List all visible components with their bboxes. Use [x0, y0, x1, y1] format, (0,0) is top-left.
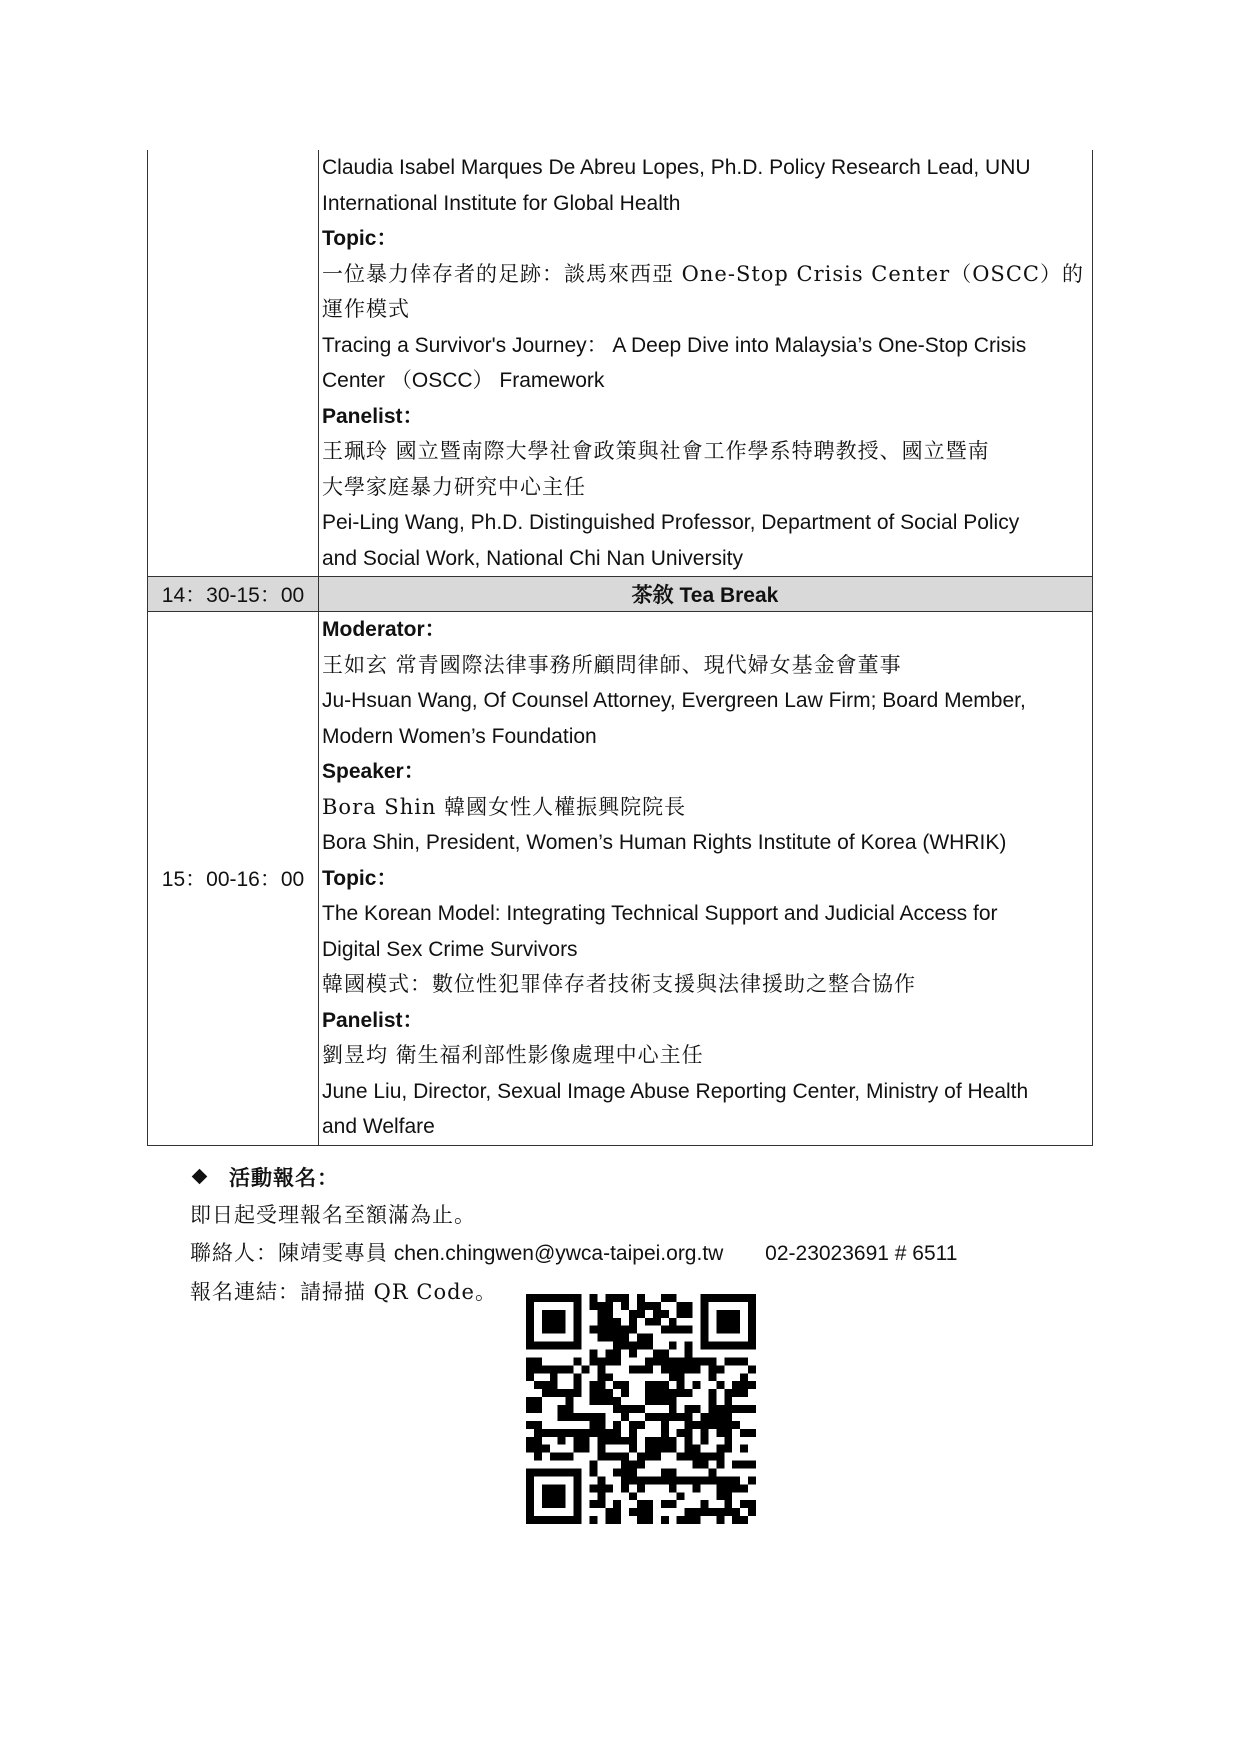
- content-line: June Liu, Director, Sexual Image Abuse Reporting Center, Ministry of Health: [322, 1079, 1029, 1103]
- contact-email[interactable]: chen.chingwen@ywca-taipei.org.tw: [393, 1242, 724, 1265]
- content-line: Digital Sex Crime Survivors: [322, 937, 578, 961]
- schedule-row-tea-break: [148, 577, 1093, 612]
- content-line: Claudia Isabel Marques De Abreu Lopes, Ph.D. Policy Research Lead, UNU: [322, 156, 1031, 179]
- content-line: Panelist：: [322, 404, 424, 428]
- contact-phone: 02-23023691 # 6511: [765, 1242, 958, 1265]
- time-cell-empty: [148, 150, 319, 577]
- schedule-table: [147, 150, 1093, 1146]
- content-line: Pei-Ling Wang, Ph.D. Distinguished Professor, Department of Social Policy: [322, 511, 1020, 534]
- content-line: Modern Women’s Foundation: [322, 724, 597, 748]
- diamond-bullet-icon: [192, 1169, 208, 1185]
- registration-heading: [190, 1160, 1090, 1196]
- content-line: 劉昱均 衛生福利部性影像處理中心主任: [322, 1043, 704, 1067]
- schedule-row-session: [148, 612, 1093, 1146]
- content-line: The Korean Model: Integrating Technical Support and Judicial Access for: [322, 902, 998, 925]
- tea-break-label: 茶敘 Tea Break: [319, 577, 1093, 612]
- content-line: 王如玄 常青國際法律事務所顧問律師、現代婦女基金會董事: [322, 652, 902, 677]
- content-line: and Social Work, National Chi Nan University: [322, 546, 743, 570]
- content-line: Moderator：: [322, 618, 446, 641]
- schedule-row-continued: [148, 150, 1093, 577]
- registration-note: 即日起受理報名至額滿為止。: [190, 1203, 476, 1227]
- content-line: Topic：: [322, 227, 398, 250]
- content-line: Bora Shin 韓國女性人權振興院院長: [322, 794, 687, 819]
- contact-label: 聯絡人：陳靖雯專員: [190, 1241, 388, 1265]
- content-line: Bora Shin, President, Women’s Human Rights Institute of Korea (WHRIK): [322, 831, 1007, 854]
- time-cell-session: 15：00-16：00: [148, 612, 319, 1146]
- content-line: International Institute for Global Health: [322, 191, 681, 215]
- content-line: Topic：: [322, 866, 398, 890]
- content-cell-continued: [319, 150, 1093, 577]
- content-line: 大學家庭暴力研究中心主任: [322, 474, 586, 499]
- content-line: Center （OSCC） Framework: [322, 369, 605, 392]
- qr-code-icon[interactable]: [526, 1294, 756, 1524]
- time-cell-tea-break: 14：30-15：00: [148, 577, 319, 612]
- content-line: Tracing a Survivor's Journey： A Deep Dive into Malaysia’s One-Stop Crisis: [322, 333, 1027, 357]
- content-line: Ju-Hsuan Wang, Of Counsel Attorney, Evergreen Law Firm; Board Member,: [322, 689, 1026, 712]
- registration-heading-text: 活動報名：: [229, 1165, 339, 1190]
- registration-section: [190, 1160, 1090, 1311]
- content-line: Speaker：: [322, 760, 425, 783]
- registration-link-text: 報名連結：請掃描 QR Code。: [190, 1280, 497, 1304]
- content-cell-session: [319, 612, 1093, 1146]
- content-line: 韓國模式：數位性犯罪倖存者技術支援與法律援助之整合協作: [322, 972, 916, 996]
- content-line: 一位暴力倖存者的足跡：談馬來西亞 One-Stop Crisis Center（OSCC）的: [322, 261, 1084, 286]
- content-line: 王珮玲 國立暨南際大學社會政策與社會工作學系特聘教授、國立暨南: [322, 439, 990, 463]
- content-line: 運作模式: [322, 297, 410, 321]
- content-line: Panelist：: [322, 1008, 424, 1032]
- content-line: and Welfare: [322, 1115, 435, 1138]
- contact-line: [190, 1234, 1090, 1273]
